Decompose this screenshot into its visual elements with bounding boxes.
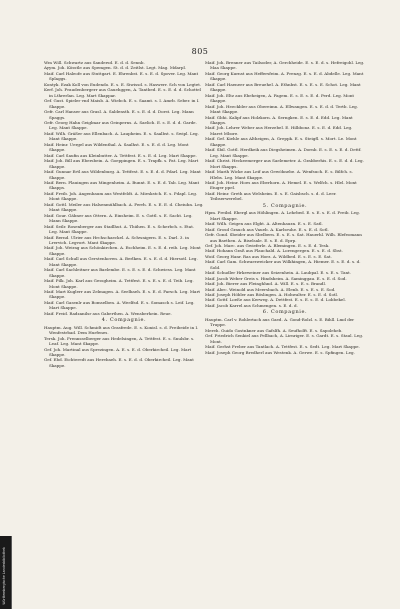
roster-entry: Gef. Joh. Marc. aus Gwieferle. A. Blemingen. E. s. E. d. Tesk. [205,242,330,248]
roster-entry: Maif. Joh. Lehrer Weber aus Herzebel. E. Hilbbonz. E. s. E. d. Edd. Leg. Maret Mbore. [205,125,353,136]
roster-entry: Maif. Sbil. Gottl. Herdkeik aus Diegsheimen. A. Dornb. E. s. E. s. E. d. Dettf. Leg. Mant Skappe. [205,147,362,158]
roster-entry: Maif. Carl Haleofe aus Stuttgart. E. Ehrenbst. E. s. E. d. Spover. Leg. Mant Splaggs. [44,70,199,82]
roster-entry: Tersk. Joh. Frennsselberger aus Hedelsingen, A. Tettfest. E. s. Snulsbr. s. Leaf. Leg. Mant Skappe. [44,335,195,347]
roster-entry: Maif. Gef. Kiehle aus Altheigen, A. Greppk. E. s. Steigfl. s. Mort. Le. Mont Skappe. [205,136,357,147]
roster-entry: Gefr. Georg Hahn Geiglmar aus Geinperns. A. Saelich. E. s. E. d. d. Garde. Leg. Mant Skappe. [44,119,197,131]
roster-entry: Maif. Joh. Eltz aus Ebeheigen, A. Fagem. E. s. E. s. E. d. Perd. Leg. Mont Skappe. [205,92,355,104]
roster-entry: Maif. Hohann Graß aus Plauchald. A. Lorengergen. E. s. E. d. Sbst. [205,248,343,254]
roster-entry: Maif. Joh. Bill aus Ebersbein. A. Goeppingen. E. s. Trapfk. s. Pat. Leg. Mart Skappe. [44,158,199,169]
roster-entry: Maif. Freib. Joh. Angenbaum aus Westfeldt. A. Mieskstch. E. s. Pdapl. Leg. Mont Skappe. [44,190,198,202]
roster-entry: Maif. Seilr. Rosenberger aus Stadlhut. A. Thühen. E. s. Scherbch. s. Etat. Leg. Mant Skappe. [44,223,195,235]
left-column [44,60,204,368]
roster-entry: Maif. Carl Haeneer aus Breuehel. A. Ethnbst. E. s. E. s. E. Schot. Leg. Mant Skappe. [205,81,361,93]
roster-entry: Maif. Gour. Gäbner aus Ottern. A. Einsheim. E. s. Gottl. s. E. Sacht. Leg. Mann Skappe. [44,212,193,224]
roster-entry: Maif. Heinr. Uergel aus Wildenthal. A. Saalhst. E. s. E. d. d. Leg. Mont Skappe. [44,141,189,153]
roster-entry: Maif. Carl Sachleitner aus Baelembe. E. s. E. s. E. d. Schwiess. Leg. Mant Skappe. [44,267,196,278]
roster-entry: Maif. Joh. Bierer aus Fleinghhnd. A. Will. E. s. E. s. Brandl. [205,281,327,287]
roster-entry: Kontyk. Ezak Koll von Eudendo. E. s. E. Siwissd. s. Haswerr. Sch von Legtet. [44,81,202,87]
roster-entry: Maif. Bern. Plauingen aus Mingenheim. A. Bunnt. E. s. E. d. Tab. Leg. Mant Skapps. [44,179,200,191]
roster-entry: Gef. Ebd. Eichteredt aus Herebaeh. E. s. E. d. d. Oberkircheil. Leg. Mant Skappe. [44,357,194,368]
roster-entry: Maif. Mart Kuglerr aus Zelmagen. A. Seelbaeh. E. s. E. d. Farsch. Leg. Mart Skappe. [44,289,201,300]
roster-entry: Maif. Freid. Radzanilsr aus Gaberthen. A. Wensberhein. Reue. [44,310,172,316]
roster-entry: Maif. Christ. Heckeemerger aus Saelemeter. A. Grabberhis. E. s. E. d. d. Leg. Mort Skapps. [205,158,364,169]
company-heading: 5. Compagnie. [262,202,308,209]
roster-entry: Hauptm. Carl v. Rohlertach aus Gaed. A. Gond-Rolzl. s. E. Bihll. Lmd der Truppe. [205,316,355,328]
roster-entry: Ayym. Joh. Kösstle aus Spemgen. St. d. d. Zeitlst. Legt. Mag. Mdarpl. [44,65,187,71]
page-number: 805 [191,47,209,56]
roster-entry: Gef. Friedrich Senkiel aus Pellbach, A. Lirnriger. E. s. Gardt. E. s. Staul. Leg. Mont. [205,333,364,344]
roster-entry: Gef. Joh. Martinal aus Sprezingen. A. E. s. E. d. Oberkircheil. Leg. Mart Skappe. [44,346,192,358]
roster-entry: Maif. Joseph Georg Bredherl aus Westenk. A. Gerwe. E. s. Spfingen. Leg. [205,349,355,355]
roster-entry: Maif. Wilh. Gräßer aus Ellenbach. A. Laupheim. E. s. Saalbst. s. Swipl. Leg. Mant Skappe. [44,130,199,142]
roster-entry: Maif. Pilk. Joh. Karl aus Gessgheim. A. Tettfest. E. s. E. s. E. d. Teib. Leg. Mont Skappe. [44,278,194,289]
roster-entry: Woif. Georg Hanr. Ras aus Horz. A. Wildbed. E. s. E. s. E. Sat. [205,253,332,259]
roster-entry: Hauptm. Aug. Will. Schmidt aus Grasfrede. E. s. Konisl. s. d. Freibeide in I. Wenfestrbad. Dem Hurfenes. [44,324,199,336]
library-label-strip [0,536,12,609]
roster-entry: Maif. Wilh. Geigen aus Elgbt. A. Altenhauzn. E. s. E. Satl. [205,221,323,227]
roster-entry: Maif. Marih Wicke aus Leif aus Gewöhnebe. A. Wenfsuch. E. s. Bilfch. s. Hlebs. Leg. Mant Skappe. [205,169,353,180]
roster-entry: Maif. Gottf. Loeße aus Kerweg. A. Dettfest. E. s. E. s. E. d. Lobbekel. [205,297,346,303]
roster-entry: Gef. Gust. Spieler vnd Maisb. A. Wiebch. E. s. Saamt. s. I. Amrb. Seber. in I. Skappe. [44,98,200,109]
roster-entry: Maif. Gottl. Meiler aus Halsenmühlbach. A. Ferrh. E. s. E. E. d. Cheiuhn. Leg. Mant Skappe. [44,201,204,213]
roster-entry: Maif. Bernd. Ulrier aus Hrchschaeckel. A. Schwaigern. E. s. Darl. 3. in Lrervich. Legvort. Mant Skappe. [44,234,189,245]
roster-entry: Maif. Jacob Weber Greis s. Hindsheim. A. Saminggau. E. s. E. d. Sod. [205,275,347,281]
roster-entry: Maif. Joh. Brenner aus Tailsoder, A. Gerchheide. E. s. E. d. s. Hefreigohl. Leg. Maa Skappe. [205,60,365,71]
roster-entry: Gefr. Gond. Sbeider aus Sbelbern. E. s. E. s. Sat. Hauerhl. Wilh. Rlefeomann aus Baethen. A. Biselsale. E. s. E. d. Eprp. [205,232,362,243]
company-heading: 6. Compagnie. [262,309,308,316]
roster-entry: Maif. Gerhst Freber aus Tantlach. A. Tettfest. E. s. Sedt. Leg. Mart Skappe. [205,344,360,350]
roster-entry: Maif. Joh. Heinr. Hoes aus Eberhorn. A. Hemel. E. s. Welfch. s. Hlel. Mont Eiuger ppel. [205,179,357,191]
roster-entry: Maif. Gunnar Ertl aus Wildenburg. A. Tettfest. E. s. E. d. d. Pdarl. Leg. Mant Skappe. [44,169,201,180]
roster-entry: Maif. Joh. Heeckbler aus Obereimn. A. Ellwangen. E. s. E. d. d. Tertb. Leg. Mant Skappe. [205,103,359,115]
roster-entry: Maif. Joh. Weirag aus Schönkirchen. A. Eschheim. E. s. E. d. reib. Leg. Mont Skappe. [44,245,201,256]
roster-entry: Maif. Carl Saufin aus Kleinbutter. A. Tettfest. E. s. E. d. Leg. Mart Skappe. [44,152,197,158]
right-column [205,60,365,355]
roster-entry: Kerf. Joh. Fraudenbergerr aus Gauehggen, A. Tantbed. E. s. E. d. d. Schottel in Lthrerlan. Leg. Mart Skappar. [44,87,201,98]
roster-entry: Maif. Georg Kurnst aus Heffersfeim. A. Frenzg. E. s. E. d. Abdelle. Leg. Mant Skappe. [205,70,364,82]
library-label: Württembergische Landesbibliothek [2,547,6,605]
roster-entry: Maif. Carl Gam. Schwarzweicker aus Wilkhingen, A. Hiemer. E. s. E. d. s. d. Sold. [205,259,361,270]
roster-entry: Maif. Carl Schull aus Gerstenhoven. A. Berlken. E. s. E. d. d. Hiersotl. Leg. Mant Skappe. [44,256,198,267]
roster-entry: Gefr. Carl Hanser aus Grasl. A. Saldensth. E. s. E. d. d. Dorst. Leg. Mann Spaggs. [44,109,194,120]
roster-entry: Maif. Gbhi. Kalipf aus Holzkorn. A. Serngken. E. s. E. d. Edd. Leg. Mant Skapps. [205,114,353,125]
roster-entry: Maif. Heinr. Greth aus Welsheim. E. s. E. Gaisbsch. s. d. d. Leer. Teibserwerebel. [205,190,337,202]
roster-entry: Maif. Grosd Grauch aus Vaueb. A. Karlsruhe. E. s. E. d. Sotl. [205,226,329,232]
roster-entry: Maif. Carl Gasenlr aus Bomselben. A. Weelfsd. E. s. Somasch s. Leif. Leg. Mart Skappe. [44,299,195,311]
roster-entry: Wm Will. Schwartz aus Sandersd. E. d. d. Sennb. [44,60,145,65]
roster-entry: Maif. Jacob Karrel aus Schmengen. s. E. d. d. [205,302,298,308]
roster-entry: Hpm. Freibd. Ebergl aus Höhlingen. A. Lehrbed. E. s. E. s. E. d. Freib. Leg. Mart Skappe. [205,210,360,221]
roster-entry: Maif. Joseph Höbler aus Böslingen. A. Hohwalter. E. s. E. d. Sotl. [205,292,339,298]
company-heading: 4. Compagnie. [101,317,147,324]
roster-entry: Maif. Schudler Hrkeweiner aus Seizenhein. A. Laubpal. E. s. E. s. Tant. [205,270,351,276]
roster-entry: Mereh. Guido Gostnkner aus Gafslfh. A. Seufholft. E. s. Sapoleheb. [205,327,343,333]
roster-entry: Maif. Abrc. Weinold aus Meersbach. A. Elenb. E. s. E. s. E. Sod. [205,286,336,292]
